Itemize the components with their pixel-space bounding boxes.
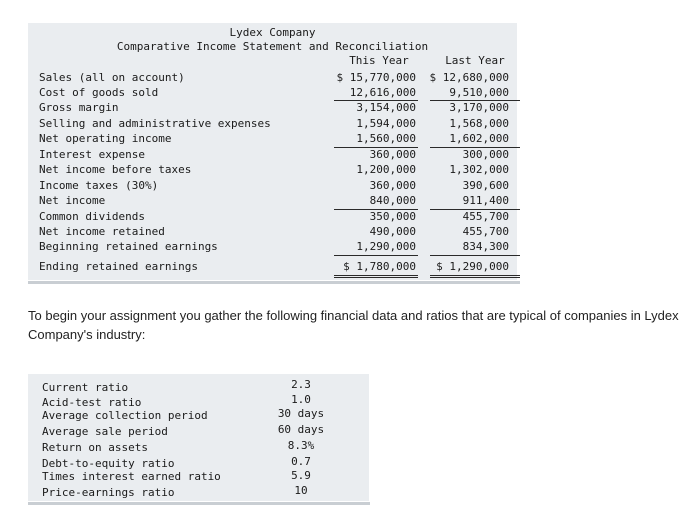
- net-income-underline-this-year: [334, 209, 418, 210]
- row-this-year-value: 1,594,000: [356, 117, 416, 130]
- nop-underline-last-year: [430, 147, 520, 148]
- ratio-label: Debt-to-equity ratio: [42, 457, 175, 470]
- row-label: Net income before taxes: [39, 163, 192, 176]
- ending-re-double-underline-this-year-2: [334, 277, 418, 278]
- header-this-year: This Year: [349, 54, 409, 67]
- row-label: Interest expense: [39, 148, 145, 161]
- intro-paragraph: To begin your assignment you gather the following financial data and ratios that are typical of companies in Lydex Company's industry:: [28, 308, 679, 342]
- row-this-year-value: $ 1,780,000: [343, 260, 416, 273]
- row-last-year-value: 1,602,000: [449, 132, 509, 145]
- bre-underline-this-year: [334, 255, 418, 256]
- row-last-year-value: $ 1,290,000: [436, 260, 509, 273]
- row-this-year-value: 1,560,000: [356, 132, 416, 145]
- row-label: Gross margin: [39, 101, 119, 114]
- ending-re-double-underline-last-year: [430, 275, 520, 276]
- company-name: Lydex Company: [229, 26, 316, 39]
- row-this-year-value: 350,000: [369, 210, 416, 223]
- ratio-label: Acid-test ratio: [42, 396, 142, 409]
- row-label: Income taxes (30%): [39, 179, 159, 192]
- row-last-year-value: 9,510,000: [449, 86, 509, 99]
- ratio-value: 5.9: [291, 469, 311, 482]
- cogs-underline-last-year: [430, 100, 520, 101]
- net-income-underline-last-year: [430, 209, 520, 210]
- row-this-year-value: 1,200,000: [356, 163, 416, 176]
- row-label: Sales (all on account): [39, 71, 185, 84]
- ratio-label: Return on assets: [42, 441, 148, 454]
- ratio-label: Price-earnings ratio: [42, 486, 175, 499]
- row-label: Common dividends: [39, 210, 145, 223]
- row-label: Selling and administrative expenses: [39, 117, 271, 130]
- row-last-year-value: 911,400: [462, 194, 509, 207]
- ratio-value: 2.3: [291, 378, 311, 391]
- row-last-year-value: 1,302,000: [449, 163, 509, 176]
- nop-underline-this-year: [334, 147, 418, 148]
- row-last-year-value: 834,300: [462, 240, 509, 253]
- row-this-year-value: 490,000: [369, 225, 416, 238]
- row-label: Net income: [39, 194, 106, 207]
- row-last-year-value: 300,000: [462, 148, 509, 161]
- row-last-year-value: 3,170,000: [449, 101, 509, 114]
- ratio-label: Times interest earned ratio: [42, 470, 221, 483]
- row-label: Ending retained earnings: [39, 260, 198, 273]
- header-last-year: Last Year: [445, 54, 505, 67]
- ratio-value: 60 days: [277, 423, 325, 436]
- ratio-label: Average collection period: [42, 409, 208, 422]
- row-this-year-value: $ 15,770,000: [336, 71, 416, 84]
- ratio-value: 8.3%: [287, 439, 315, 452]
- ratio-value: 0.7: [291, 455, 311, 468]
- row-last-year-value: 390,600: [462, 179, 509, 192]
- row-last-year-value: $ 12,680,000: [429, 71, 509, 84]
- row-last-year-value: 1,568,000: [449, 117, 509, 130]
- ratio-label: Current ratio: [42, 381, 129, 394]
- ratio-value: 10: [294, 484, 308, 497]
- row-last-year-value: 455,700: [462, 225, 509, 238]
- cogs-underline-this-year: [334, 100, 418, 101]
- row-label: Net operating income: [39, 132, 172, 145]
- ratio-value: 1.0: [291, 393, 311, 406]
- row-this-year-value: 1,290,000: [356, 240, 416, 253]
- ratios-divider: [28, 502, 370, 505]
- row-this-year-value: 3,154,000: [356, 101, 416, 114]
- bre-underline-last-year: [430, 255, 520, 256]
- statement-title: Comparative Income Statement and Reconciliation: [116, 40, 429, 53]
- row-this-year-value: 840,000: [369, 194, 416, 207]
- row-this-year-value: 360,000: [369, 179, 416, 192]
- row-this-year-value: 360,000: [369, 148, 416, 161]
- ending-re-double-underline-this-year: [334, 275, 418, 276]
- row-label: Net income retained: [39, 225, 165, 238]
- row-last-year-value: 455,700: [462, 210, 509, 223]
- row-label: Cost of goods sold: [39, 86, 159, 99]
- ending-re-double-underline-last-year-2: [430, 277, 520, 278]
- row-label: Beginning retained earnings: [39, 240, 218, 253]
- row-this-year-value: 12,616,000: [349, 86, 416, 99]
- ratio-value: 30 days: [277, 407, 325, 420]
- statement-divider: [28, 281, 520, 284]
- ratio-label: Average sale period: [42, 425, 168, 438]
